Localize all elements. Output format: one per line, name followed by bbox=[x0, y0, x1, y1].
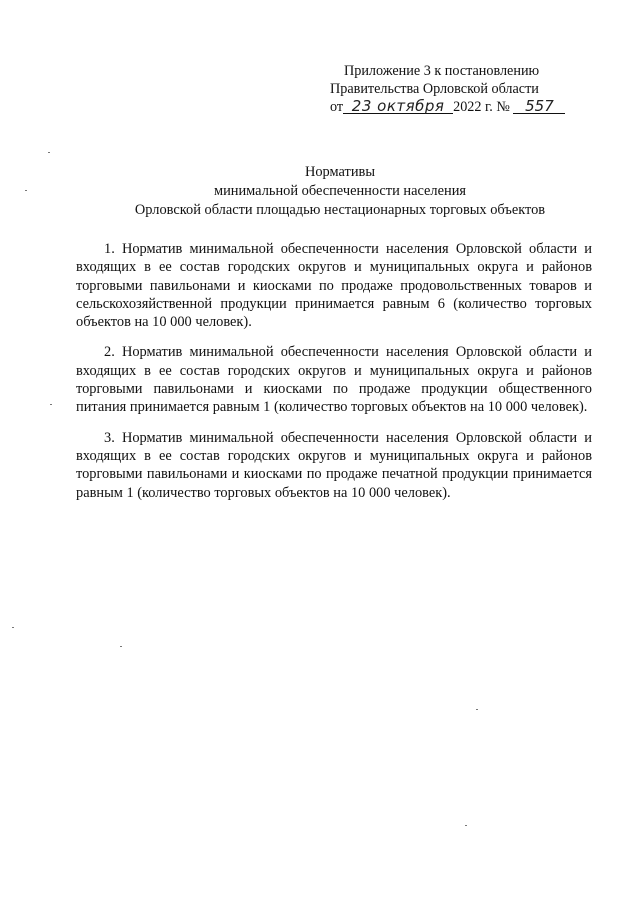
year-text: 2022 г. № bbox=[453, 99, 510, 115]
handwritten-date: 23 октября bbox=[343, 99, 453, 114]
document-title bbox=[80, 163, 600, 220]
scan-speck bbox=[465, 825, 467, 826]
paragraph-1: 1. Норматив минимальной обеспеченности населения Орловской области и входящих в ее состав городских округов и муниципальных округа и районов торговыми павильонами и киосками по продаже продовольственных товаров и сельскохозяйственной продукции принимается равным 6 (количество торговых объектов на 10 000 человек). bbox=[76, 241, 592, 331]
appendix-line-1: Приложение 3 к постановлению bbox=[344, 63, 540, 79]
scan-speck bbox=[50, 404, 52, 405]
title-line-1: Нормативы bbox=[304, 164, 376, 180]
title-line-2: минимальной обеспеченности населения bbox=[213, 183, 467, 199]
scan-speck bbox=[25, 190, 27, 191]
document-body bbox=[76, 240, 592, 514]
handwritten-number: 557 bbox=[513, 99, 565, 114]
title-line-3: Орловской области площадью нестационарных торговых объектов bbox=[134, 202, 546, 218]
appendix-header bbox=[330, 62, 580, 116]
appendix-date-line bbox=[330, 98, 580, 116]
paragraph-2: 2. Норматив минимальной обеспеченности населения Орловской области и входящих в ее состав городских округов и муниципальных округа и районов торговыми павильонами и киосками по продаже продукции общественного питания принимается равным 1 (количество торговых объектов на 10 000 человек). bbox=[76, 344, 592, 416]
scan-speck bbox=[120, 646, 122, 647]
appendix-line-2: Правительства Орловской области bbox=[330, 81, 539, 97]
paragraph-3: 3. Норматив минимальной обеспеченности населения Орловской области и входящих в ее состав городских округов и муниципальных округа и районов торговыми павильонами и киосками по продаже печатной продукции принимается равным 1 (количество торговых объектов на 10 000 человек). bbox=[76, 429, 592, 501]
scan-speck bbox=[48, 152, 50, 153]
scan-speck bbox=[476, 709, 478, 710]
scan-speck bbox=[12, 627, 14, 628]
date-prefix: от bbox=[330, 99, 344, 115]
